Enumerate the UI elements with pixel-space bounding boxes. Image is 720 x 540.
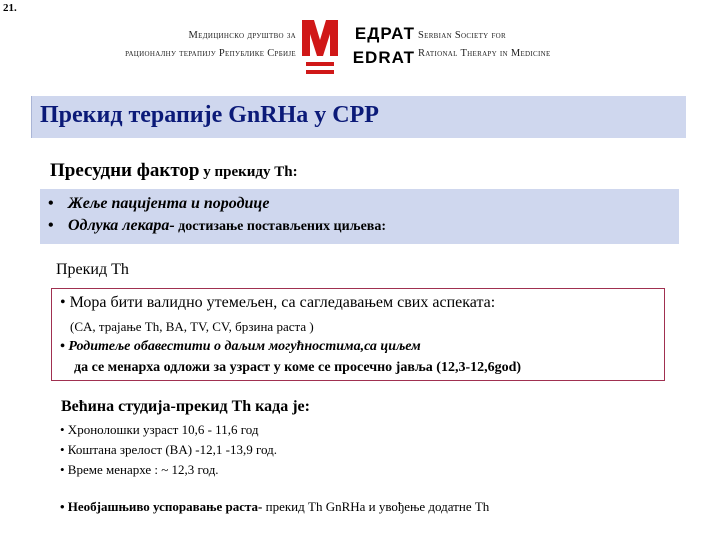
note-bold: • Необјашњиво успоравање раста- — [60, 499, 263, 514]
subhead-main: Пресудни фактор — [50, 160, 200, 181]
logo-text-cyrillic: ЕДРАТ — [354, 24, 415, 43]
key-factors-box — [40, 189, 679, 244]
society-name-english — [418, 27, 658, 63]
decisive-factor-heading — [50, 160, 298, 182]
key-factor-rest: достизање постављених циљева: — [174, 219, 387, 234]
study-item: • Коштана зрелост (BA) -12,1 -13,9 год. — [60, 442, 277, 457]
treatment-stop-box — [51, 288, 665, 381]
title-bar — [31, 96, 686, 138]
key-factor-main: Жеље пацијента и породице — [68, 195, 270, 212]
growth-slowdown-note — [60, 499, 489, 515]
slide-title: Прекид терапије GnRHa у CPP — [40, 102, 379, 128]
treatment-stop-heading: Прекид Th — [56, 261, 129, 278]
key-factor-item — [48, 217, 386, 235]
box-line-2: (CA, трајање Th, BA, TV, CV, брзина раста ) — [70, 319, 314, 334]
logo-text-latin: EDRAT — [352, 48, 415, 67]
bullet: • — [48, 217, 54, 234]
study-item: • Хронолошки узраст 10,6 - 11,6 год — [60, 422, 259, 437]
society-cyrillic-line-2: рационалну терапију Републике Србије — [125, 48, 296, 59]
bullet: • — [48, 195, 54, 212]
box-line-4: да се менарха одложи за узраст у коме се просечно јавља (12,3-12,6god) — [74, 360, 522, 375]
key-factor-item — [48, 195, 269, 213]
note-rest: прекид Th GnRHa и увођење додатне Th — [262, 499, 490, 514]
subhead-rest: у прекиду Th: — [199, 164, 298, 180]
society-name-cyrillic — [74, 27, 296, 63]
society-english-line-2: Rational Therapy in Medicine — [418, 48, 551, 59]
society-cyrillic-line-1: Медицинско друштво за — [188, 30, 296, 41]
key-factor-main: Одлука лекара- — [68, 217, 175, 234]
medrat-logo — [300, 16, 415, 80]
society-english-line-1: Serbian Society for — [418, 30, 506, 41]
studies-heading: Већина студија-прекид Th када је: — [61, 398, 310, 415]
box-line-3: • Родитеље обавестити о даљим могућностима,са циљем — [60, 339, 421, 354]
box-line-1: • Мора бити валидно утемељен, са сагледавањем свих аспеката: — [60, 294, 496, 311]
study-item: • Време менархе : ~ 12,3 год. — [60, 462, 219, 477]
slide-number: 21. — [3, 2, 17, 14]
